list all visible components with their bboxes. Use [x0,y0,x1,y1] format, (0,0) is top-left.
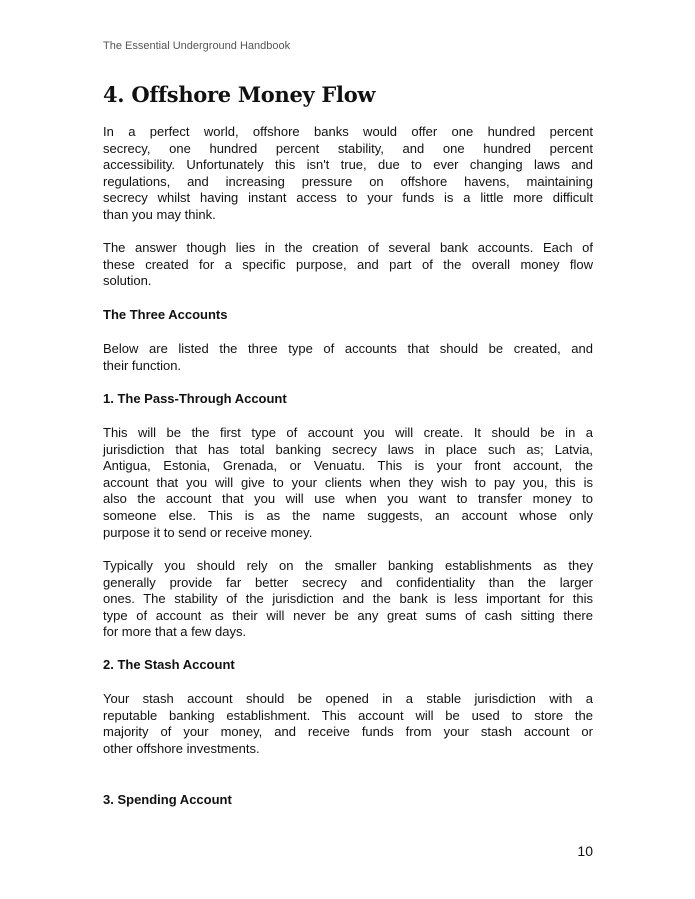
text-line: reputable banking establishment. This account will be used to store the [103,707,593,723]
text-line: purpose it to send or receive money. [103,524,313,540]
chapter-title: 4. Offshore Money Flow [103,82,376,107]
section-heading: The Three Accounts [103,307,228,322]
text-line: The answer though lies in the creation of several bank accounts. Each of [103,240,593,255]
text-line: Typically you should rely on the smaller banking establishments as they [103,558,593,573]
text-line: In a perfect world, offshore banks would offer one hundred percent [103,124,593,139]
text-line: solution. [103,273,152,289]
section-heading: 2. The Stash Account [103,657,235,672]
text-line: regulations, and increasing pressure on offshore havens, maintaining [103,173,593,189]
page-number: 10 [577,843,593,859]
text-line: these created for a specific purpose, and part of the overall money flow [103,256,593,272]
paragraph [103,425,593,541]
text-line: accessibility. Unfortunately this isn't true, due to ever changing laws and [103,157,593,173]
text-line: Below are listed the three type of accounts that should be created, and [103,341,593,356]
text-line: Your stash account should be opened in a stable jurisdiction with a [103,691,593,706]
text-line: other offshore investments. [103,740,260,756]
section-heading: 1. The Pass-Through Account [103,391,287,406]
text-line: Antigua, Estonia, Grenada, or Venuatu. This is your front account, the [103,458,593,474]
text-line: than you may think. [103,206,216,222]
text-line: jurisdiction that has total banking secrecy laws in place such as; Latvia, [103,441,593,457]
paragraph [103,341,593,374]
text-line: secrecy whilst having instant access to your funds is a little more difficult [103,190,593,206]
text-line: their function. [103,357,182,373]
paragraph [103,124,593,224]
text-line: someone else. This is as the name suggests, an account whose only [103,507,593,523]
text-line: secrecy, one hundred percent stability, and one hundred percent [103,140,593,156]
text-line: ones. The stability of the jurisdiction and the bank is less important for this [103,591,593,607]
text-line: account that you will give to your clients when they wish to pay you, this is [103,474,593,490]
text-line: majority of your money, and receive funds from your stash account or [103,724,593,740]
paragraph [103,691,593,757]
paragraph [103,240,593,290]
text-line: type of account as their will never be any great sums of cash sitting there [103,607,593,623]
paragraph [103,558,593,641]
text-line: for more that a few days. [103,624,247,640]
section-heading: 3. Spending Account [103,792,232,807]
running-header: The Essential Underground Handbook [103,40,291,52]
text-line: also the account that you will use when you want to transfer money to [103,491,593,507]
text-line: This will be the first type of account you will create. It should be in a [103,425,593,440]
text-line: generally provide far better secrecy and confidentiality than the larger [103,574,593,590]
